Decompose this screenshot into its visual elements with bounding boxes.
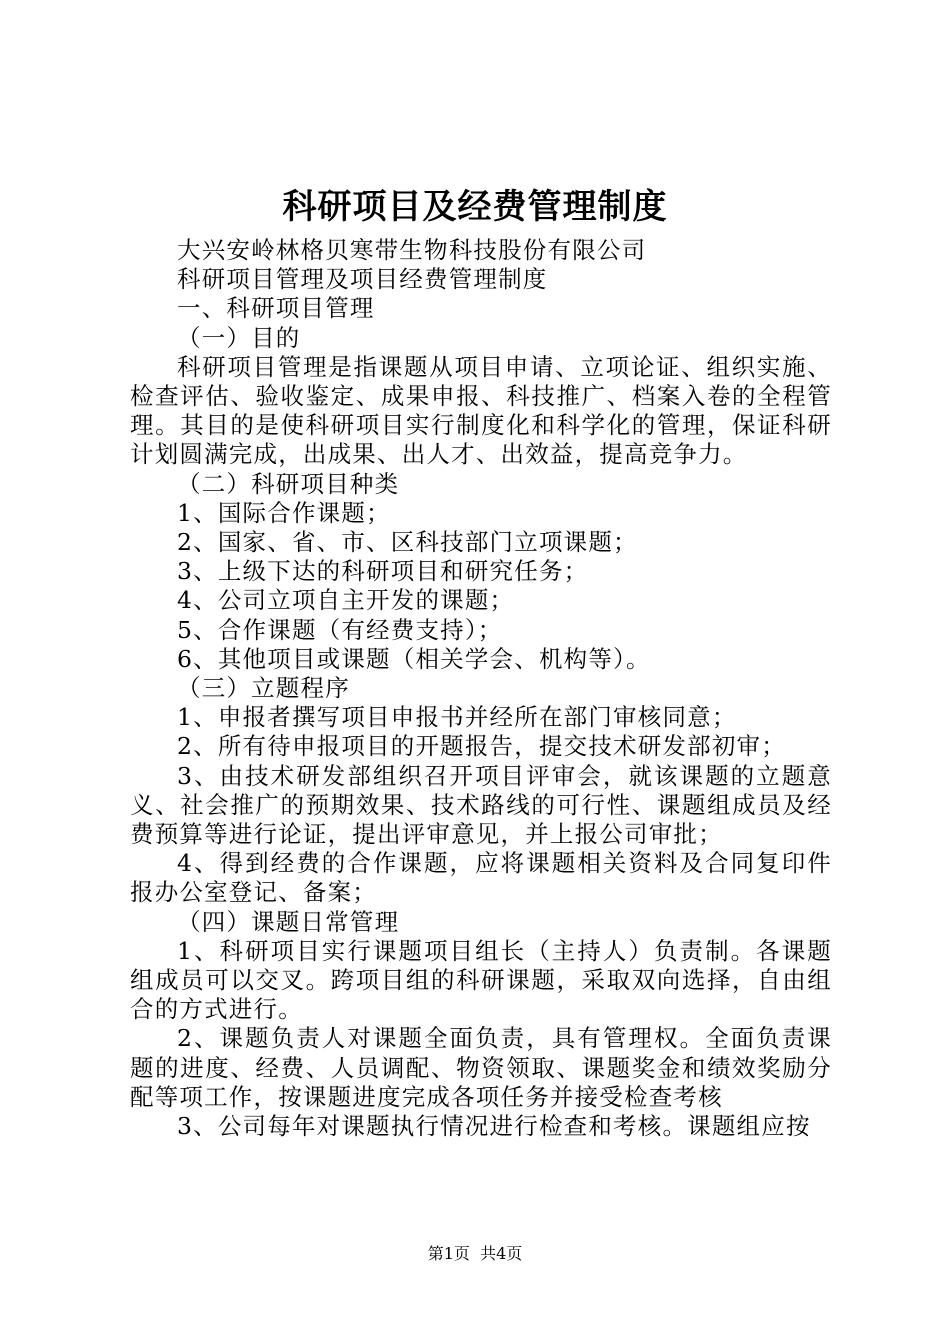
list-item: 1、申报者撰写项目申报书并经所在部门审核同意； [177,703,737,732]
document-body [130,236,832,1141]
list-item: 1、国际合作课题； [177,498,391,527]
paragraph: 科研项目管理及项目经费管理制度 [177,265,548,294]
list-item: 3、由技术研发部组织召开项目评审会，就该课题的立题意义、社会推广的预期效果、技术路线的可行性、课题组成员及经费预算等进行论证，提出评审意见，并上报公司审批； [130,761,832,849]
list-item: 2、课题负责人对课题全面负责，具有管理权。全面负责课题的进度、经费、人员调配、物资领取、课题奖金和绩效奖励分配等项工作，按课题进度完成各项任务并接受检查考核 [130,1024,832,1111]
subsection-heading: （四）课题日常管理 [177,907,400,936]
list-item: 6、其他项目或课题（相关学会、机构等）。 [177,644,651,673]
subsection-heading: （三）立题程序 [177,674,350,703]
page-footer [0,1242,950,1266]
paragraph: 科研项目管理是指课题从项目申请、立项论证、组织实施、检查评估、验收鉴定、成果申报、科技推广、档案入卷的全程管理。其目的是使科研项目实行制度化和科学化的管理，保证科研计划圆满完成，出成果、出人才、出效益，提高竞争力。 [130,352,832,469]
list-item: 3、上级下达的科研项目和研究任务； [177,557,589,586]
list-item: 3、公司每年对课题执行情况进行检查和考核。课题组应按 [177,1112,811,1141]
paragraph: 大兴安岭林格贝寒带生物科技股份有限公司 [177,236,647,264]
subsection-heading: （二）科研项目种类 [177,469,400,498]
subsection-heading: （一）目的 [177,323,301,352]
list-item: 2、所有待申报项目的开题报告，提交技术研发部初审； [177,732,786,761]
list-item: 2、国家、省、市、区科技部门立项课题； [177,528,638,557]
section-heading: 一、科研项目管理 [177,294,375,323]
list-item: 1、科研项目实行课题项目组长（主持人）负责制。各课题组成员可以交叉。跨项目组的科研课题，采取双向选择，自由组合的方式进行。 [130,936,832,1024]
document-title: 科研项目及经费管理制度 [282,187,668,227]
list-item: 4、公司立项自主开发的课题； [177,586,515,615]
page-number: 第1页 共4页 [427,1244,523,1263]
list-item: 4、得到经费的合作课题，应将课题相关资料及合同复印件报办公室登记、备案； [130,849,832,907]
list-item: 5、合作课题（有经费支持）； [177,615,503,644]
